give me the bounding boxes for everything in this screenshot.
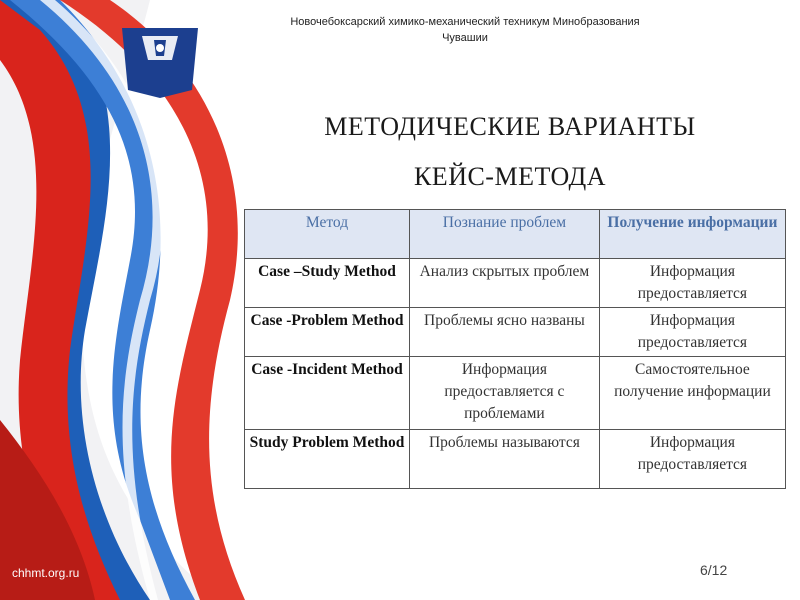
cell-method: Case -Incident Method (245, 357, 410, 430)
table-row (245, 308, 786, 357)
cell-problems: Информация предоставляется с проблемами (410, 357, 600, 430)
organization-header (262, 14, 668, 46)
cell-method: Study Problem Method (245, 430, 410, 489)
site-link[interactable]: chhmt.org.ru (12, 566, 80, 580)
table-header-row (245, 210, 786, 259)
slide-title-line-1: МЕТОДИЧЕСКИЕ ВАРИАНТЫ (324, 112, 696, 141)
table-row (245, 259, 786, 308)
table-row (245, 357, 786, 430)
cell-info: Информация предоставляется (599, 430, 785, 489)
cell-method: Case -Problem Method (245, 308, 410, 357)
methods-table (244, 209, 786, 489)
cell-problems: Проблемы ясно названы (410, 308, 600, 357)
header-problems: Познание проблем (410, 210, 600, 259)
header-method: Метод (245, 210, 410, 259)
org-line-1: Новочебоксарский химико-механический техникум Минобразования (290, 16, 640, 28)
cell-info: Самостоятельное получение информации (599, 357, 785, 430)
cell-problems: Анализ скрытых проблем (410, 259, 600, 308)
org-line-2: Чувашии (442, 32, 488, 44)
cell-method: Case –Study Method (245, 259, 410, 308)
header-info: Получение информации (599, 210, 785, 259)
table-row (245, 430, 786, 489)
nhmt-logo (112, 20, 208, 100)
cell-info: Информация предоставляется (599, 308, 785, 357)
slide-title-line-2: КЕЙС-МЕТОДА (413, 162, 607, 191)
cell-problems: Проблемы называются (410, 430, 600, 489)
cell-info: Информация предоставляется (599, 259, 785, 308)
page-counter: 6/12 (700, 562, 728, 578)
